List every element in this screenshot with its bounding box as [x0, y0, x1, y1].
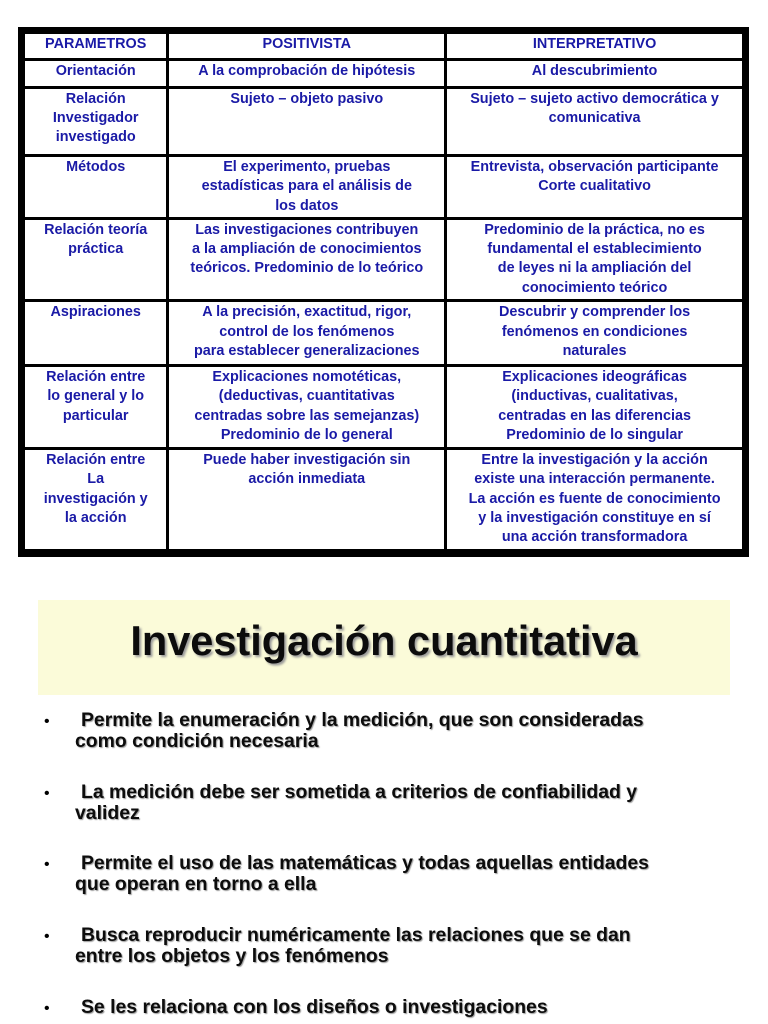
interpretativo-cell — [447, 157, 742, 217]
bullet-text — [75, 853, 735, 894]
bullet-icon: • — [44, 856, 50, 873]
title-banner — [38, 600, 730, 695]
cell-line: práctica — [68, 240, 124, 257]
table-row — [25, 367, 742, 447]
cell-line: conocimiento teórico — [521, 279, 668, 296]
parametro-cell — [25, 302, 166, 364]
cell-line: fenómenos en condiciones — [501, 323, 688, 340]
cell-line: investigación y — [43, 490, 148, 507]
interpretativo-cell — [447, 302, 742, 364]
cell-line: Relación entre — [46, 451, 146, 468]
header-parametros: PARAMETROS — [25, 34, 166, 58]
cell-line: Relación entre — [46, 369, 146, 386]
cell-line: Sujeto – sujeto activo democrática y — [470, 90, 719, 107]
cell-line: Predominio de la práctica, no es — [484, 221, 705, 238]
cell-line: comunicativa — [548, 109, 641, 126]
cell-line: Relación — [65, 90, 126, 107]
cell-line: El experimento, pruebas — [223, 159, 391, 176]
cell-line: y la investigación constituye en sí — [478, 509, 711, 526]
bullet-line: como condición necesaria — [75, 729, 319, 752]
interpretativo-cell — [447, 450, 742, 549]
cell-line: lo general y lo — [47, 388, 145, 405]
table-header-row — [25, 34, 742, 58]
bullet-icon: • — [44, 1000, 50, 1017]
cell-line: fundamental el establecimiento — [487, 240, 702, 257]
cell-line: particular — [62, 407, 129, 424]
parametro-cell — [25, 157, 166, 217]
header-interpretativo: INTERPRETATIVO — [447, 34, 742, 58]
parametro-cell — [25, 89, 166, 155]
bullet-line: que operan en torno a ella — [75, 872, 317, 895]
cell-line: Relación teoría — [44, 221, 148, 238]
bullet-text — [75, 925, 735, 966]
cell-line: Investigador — [52, 109, 139, 126]
cell-line: Explicaciones ideográficas — [502, 369, 687, 386]
bullet-text — [75, 997, 735, 1018]
cell-line: Entre la investigación y la acción — [481, 451, 708, 468]
cell-line: a la ampliación de conocimientos — [192, 240, 422, 257]
bullet-line: Permite el uso de las matemáticas y todas aquellas entidades — [81, 852, 649, 874]
cell-line: Predominio de lo general — [220, 427, 393, 443]
comparison-table-body — [25, 34, 742, 549]
cell-line: para establecer generalizaciones — [193, 343, 420, 360]
positivista-cell — [169, 367, 444, 447]
bullet-line: Permite la enumeración y la medición, que son consideradas — [81, 709, 644, 731]
interpretativo-cell — [447, 61, 742, 85]
cell-line: existe una interacción permanente. — [474, 471, 715, 488]
positivista-cell — [169, 450, 444, 549]
bullet-line: validez — [75, 801, 140, 824]
positivista-cell — [169, 89, 444, 155]
cell-line: teóricos. Predominio de lo teórico — [190, 260, 424, 277]
bullet-icon: • — [44, 785, 50, 802]
cell-line: Corte cualitativo — [538, 178, 651, 195]
bullet-icon: • — [44, 928, 50, 945]
cell-line: (deductivas, cuantitativas — [218, 388, 395, 405]
interpretativo-cell — [447, 220, 742, 300]
positivista-cell — [169, 61, 444, 85]
header-positivista: POSITIVISTA — [169, 34, 444, 58]
table-row — [25, 302, 742, 364]
comparison-table — [22, 31, 745, 552]
cell-line: acción inmediata — [248, 471, 366, 488]
cell-line: control de los fenómenos — [219, 323, 395, 340]
bullet-text — [75, 710, 735, 751]
cell-line: centradas en las diferencias — [498, 407, 691, 424]
bullet-line: Se les relaciona con los diseños o investigaciones — [81, 996, 548, 1018]
cell-line: (inductivas, cualitativas, — [511, 388, 678, 405]
cell-line: A la precisión, exactitud, rigor, — [202, 304, 412, 321]
cell-line: Aspiraciones — [50, 304, 141, 321]
cell-line: Entrevista, observación participante — [470, 159, 719, 176]
cell-line: centradas sobre las semejanzas) — [194, 407, 420, 424]
positivista-cell — [169, 157, 444, 217]
cell-line: Predominio de lo singular — [506, 427, 683, 443]
interpretativo-cell — [447, 367, 742, 447]
table-row — [25, 220, 742, 300]
slide-title: Investigación cuantitativa — [130, 617, 638, 664]
table-row — [25, 450, 742, 549]
parametro-cell — [25, 61, 166, 85]
comparison-table-frame — [18, 27, 749, 557]
cell-line: A la comprobación de hipótesis — [198, 63, 416, 80]
cell-line: investigado — [55, 129, 136, 146]
parametro-cell — [25, 220, 166, 300]
cell-line: Explicaciones nomotéticas, — [212, 369, 402, 386]
cell-line: los datos — [275, 197, 339, 214]
bullet-line: La medición debe ser sometida a criterios de confiabilidad y — [81, 781, 638, 803]
positivista-cell — [169, 302, 444, 364]
cell-line: Sujeto – objeto pasivo — [230, 90, 384, 107]
cell-line: naturales — [562, 343, 627, 360]
cell-line: Orientación — [55, 63, 136, 80]
cell-line: de leyes ni la ampliación del — [497, 260, 692, 277]
cell-line: Al descubrimiento — [531, 63, 658, 80]
cell-line: una acción transformadora — [501, 529, 688, 546]
parametro-cell — [25, 450, 166, 549]
bullet-icon: • — [44, 713, 50, 730]
interpretativo-cell — [447, 89, 742, 155]
cell-line: estadísticas para el análisis de — [201, 178, 412, 195]
cell-line: Las investigaciones contribuyen — [195, 221, 419, 238]
cell-line: Descubrir y comprender los — [499, 304, 691, 321]
table-row — [25, 61, 742, 85]
bullet-line: Busca reproducir numéricamente las relaciones que se dan — [81, 924, 631, 946]
cell-line: la acción — [64, 509, 127, 526]
bullet-line: entre los objetos y los fenómenos — [75, 944, 389, 967]
bullet-text — [75, 782, 735, 823]
positivista-cell — [169, 220, 444, 300]
cell-line: Puede haber investigación sin — [203, 451, 411, 468]
cell-line: La — [87, 471, 105, 488]
cell-line: Métodos — [66, 159, 126, 176]
table-row — [25, 157, 742, 217]
cell-line: La acción es fuente de conocimiento — [468, 490, 721, 507]
table-row — [25, 89, 742, 155]
parametro-cell — [25, 367, 166, 447]
